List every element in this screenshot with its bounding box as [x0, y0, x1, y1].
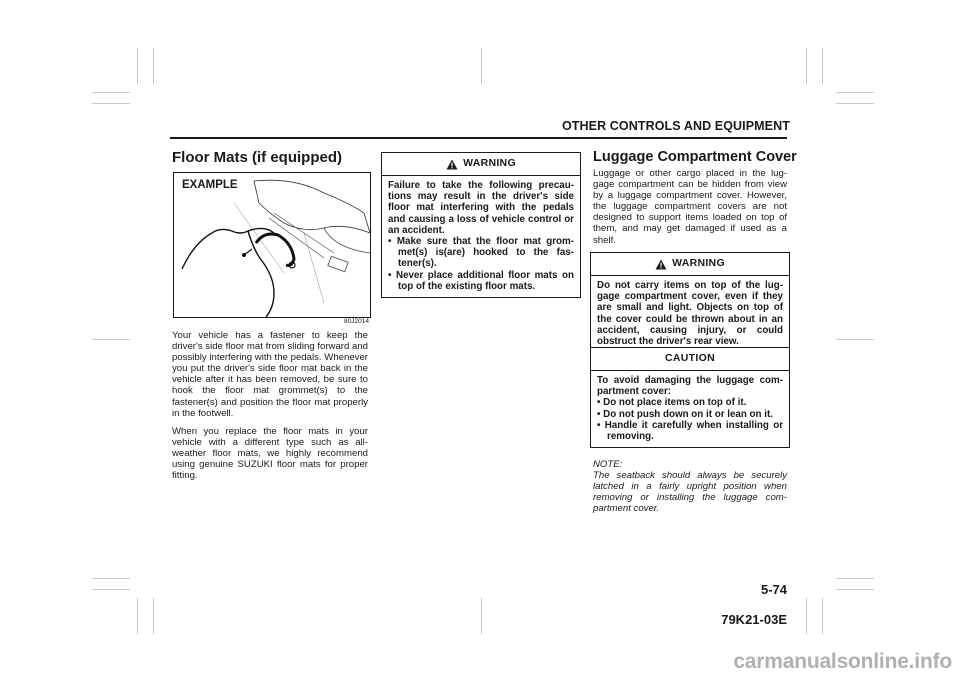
note-label: NOTE: [593, 459, 623, 470]
warning-heading: WARNING [672, 257, 725, 270]
warning-bullet: • Never place additional floor mats on top of the existing floor mats. [388, 270, 574, 292]
warning-box-luggage [590, 252, 790, 353]
warning-body [382, 176, 580, 297]
figure-label: EXAMPLE [182, 179, 238, 191]
crop-mark [137, 598, 138, 634]
page-number: 5-74 [760, 582, 787, 597]
crop-mark [92, 589, 130, 590]
crop-mark [806, 598, 807, 634]
crop-mark [481, 48, 482, 84]
note-text: The seatback should always be securely latched in a fairly upright position when removing or installing the luggage com-partment cover. [593, 470, 787, 514]
warning-text: Failure to take the following precau-tions may result in the driver's side floor mat interfering with the pedals and causing a loss of vehicle control or an accident. [388, 180, 574, 236]
warning-header [382, 153, 580, 176]
crop-mark [481, 598, 482, 634]
warning-bullet: • Make sure that the floor mat grom-met(s) is(are) hooked to the fas-tener(s). [388, 236, 574, 270]
crop-mark [137, 48, 138, 84]
warning-header [591, 253, 789, 276]
note-block [593, 459, 787, 514]
floor-mat-figure [173, 172, 371, 318]
caution-bullet: • Handle it carefully when installing or removing. [597, 420, 783, 442]
floor-mats-paragraph: Your vehicle has a fastener to keep the driver's side floor mat from sliding forward and possibly interfering with the pedals. Whenever you put the driver's side floor mat back in the vehicle after it has been removed, be sure to hook the floor mat grommet(s) to the fastener(s) and position the floor mat properly in the footwell. [172, 330, 368, 419]
header-rule [170, 137, 787, 139]
figure-code: 80J2014 [344, 318, 369, 325]
caution-bullet: • Do not place items on top of it. [597, 397, 783, 408]
document-code: 79K21-03E [721, 612, 787, 627]
crop-mark [92, 339, 130, 340]
crop-mark [836, 339, 874, 340]
crop-mark [822, 598, 823, 634]
floor-mat-fastener-illustration [174, 173, 370, 317]
crop-mark [822, 48, 823, 84]
caution-header [591, 348, 789, 371]
warning-body: Do not carry items on top of the lug-gage compartment cover, even if they are small and light. Objects on top of the cover could be thrown about in an accident, causing injury, or could obstruct the driver's rear view. [597, 280, 783, 348]
floor-mats-body [172, 330, 368, 488]
crop-mark [92, 103, 130, 104]
page-header-title: OTHER CONTROLS AND EQUIPMENT [561, 119, 790, 133]
luggage-body: Luggage or other cargo placed in the lug-gage compartment can be hidden from view by a luggage compartment cover. However, the luggage compartment covers are not designed to support items loaded on top of them, and may get damaged if used as a shelf. [593, 168, 787, 246]
crop-mark [836, 578, 874, 579]
crop-mark [836, 103, 874, 104]
crop-mark [92, 578, 130, 579]
warning-box-floor-mats [381, 152, 581, 298]
warning-bullet-list [388, 236, 574, 292]
crop-mark [806, 48, 807, 84]
crop-mark [836, 92, 874, 93]
warning-heading: WARNING [463, 157, 516, 170]
caution-text: To avoid damaging the luggage com-partment cover: [597, 375, 783, 398]
caution-bullet: • Do not push down on it or lean on it. [597, 409, 783, 420]
crop-mark [153, 598, 154, 634]
warning-triangle-icon [446, 159, 458, 170]
crop-mark [836, 589, 874, 590]
luggage-cover-title: Luggage Compartment Cover [593, 149, 797, 165]
caution-bullet-list [597, 397, 783, 442]
crop-mark [153, 48, 154, 84]
caution-body [591, 371, 789, 447]
watermark: carmanualsonline.info [733, 650, 952, 673]
caution-box [590, 347, 790, 448]
caution-heading: CAUTION [665, 352, 715, 365]
warning-triangle-icon [655, 259, 667, 270]
floor-mats-title: Floor Mats (if equipped) [172, 149, 342, 166]
floor-mats-paragraph: When you replace the floor mats in your vehicle with a different type such as all-weather floor mats, we highly recommend using genuine SUZUKI floor mats for proper fitting. [172, 425, 368, 482]
crop-mark [92, 92, 130, 93]
